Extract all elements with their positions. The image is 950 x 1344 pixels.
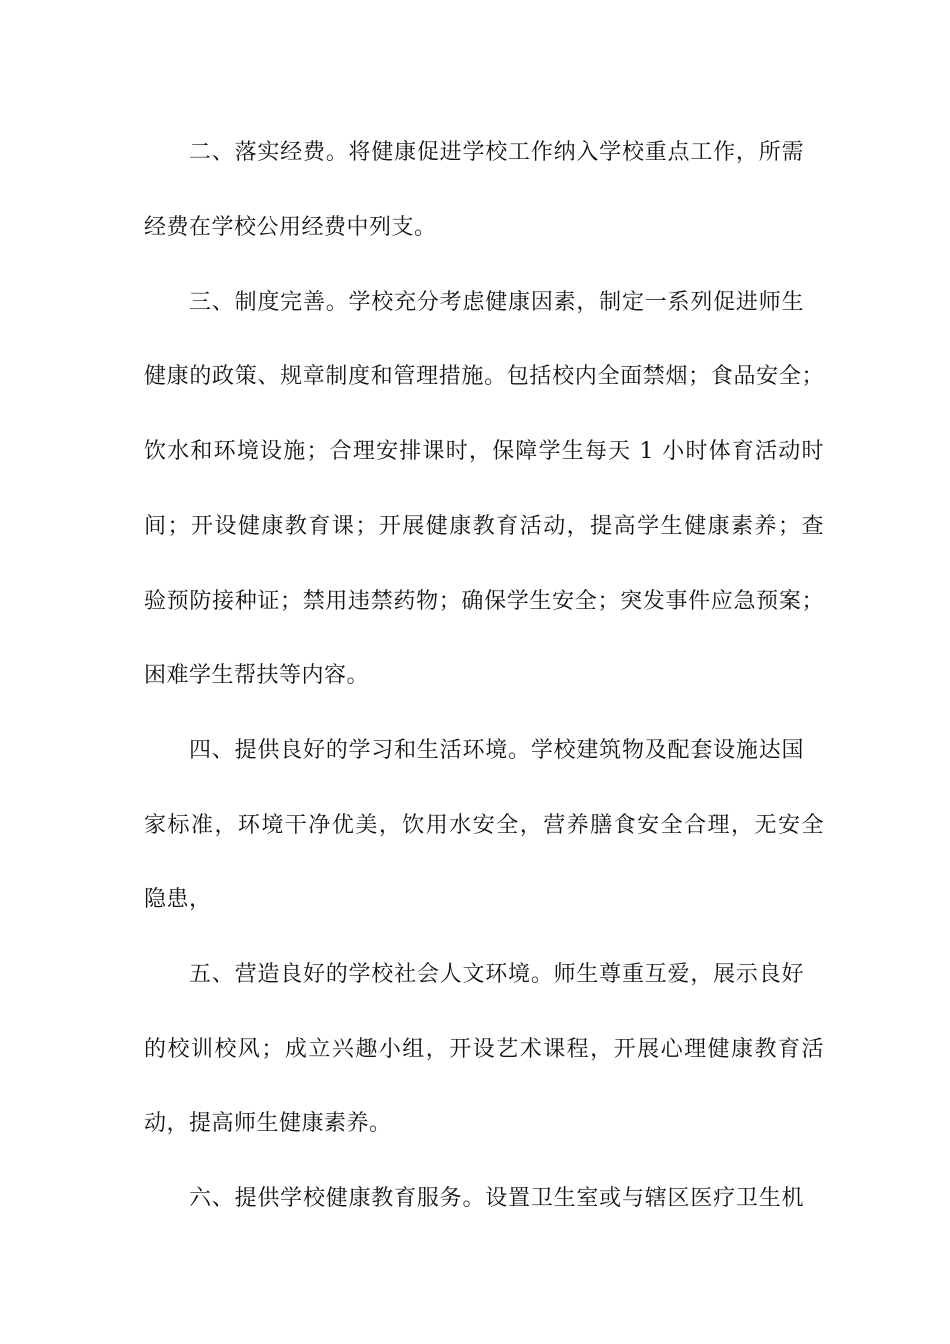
text-line: 间；开设健康教育课；开展健康教育活动，提高学生健康素养；查: [144, 514, 824, 539]
text-line: 的校训校风；成立兴趣小组，开设艺术课程，开展心理健康教育活: [144, 1037, 824, 1062]
text-line: 困难学生帮扶等内容。: [144, 663, 370, 688]
text-line: 隐患，: [144, 887, 212, 912]
text-line: 验预防接种证；禁用违禁药物；确保学生安全；突发事件应急预案；: [144, 589, 824, 614]
text-line: 动，提高师生健康素养。: [144, 1111, 392, 1136]
text-line: 六、提供学校健康教育服务。设置卫生室或与辖区医疗卫生机: [189, 1186, 804, 1211]
text-line: 饮水和环境设施；合理安排课时，保障学生每天 1 小时体育活动时: [144, 439, 824, 464]
text-line: 二、落实经费。将健康促进学校工作纳入学校重点工作，所需: [189, 140, 804, 165]
text-line: 家标准，环境干净优美，饮用水安全，营养膳食安全合理，无安全: [144, 813, 824, 838]
text-line: 三、制度完善。学校充分考虑健康因素，制定一系列促进师生: [189, 290, 804, 315]
text-line: 四、提供良好的学习和生活环境。学校建筑物及配套设施达国: [189, 738, 804, 763]
text-line: 经费在学校公用经费中列支。: [144, 215, 437, 240]
text-line: 五、营造良好的学校社会人文环境。师生尊重互爱，展示良好: [189, 962, 804, 987]
text-line: 健康的政策、规章制度和管理措施。包括校内全面禁烟；食品安全；: [144, 364, 824, 389]
